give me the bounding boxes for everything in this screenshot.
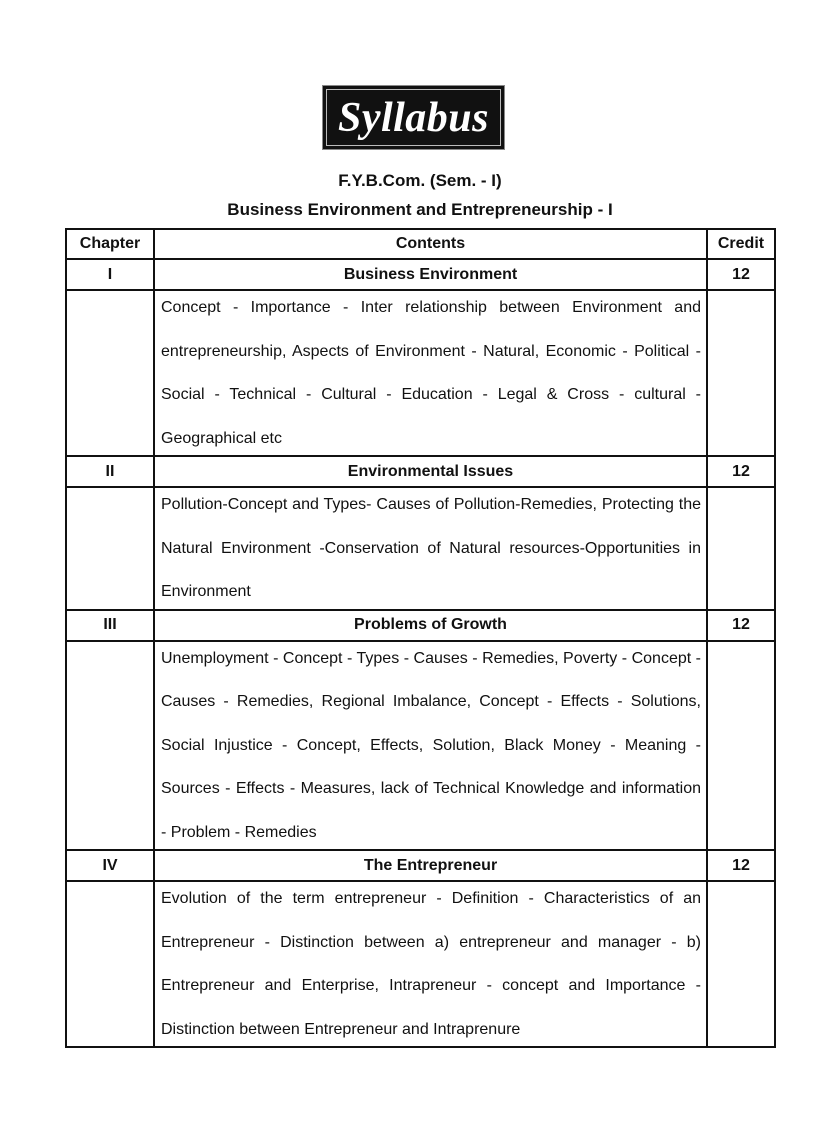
course-heading: F.Y.B.Com. (Sem. - I) <box>338 171 502 190</box>
chapter-number: IV <box>66 850 154 881</box>
subject-heading: Business Environment and Entrepreneurship - I <box>227 200 613 219</box>
table-header <box>66 229 775 259</box>
chapter-credit: 12 <box>707 850 775 881</box>
chapter-number: I <box>66 259 154 290</box>
chapter-credit: 12 <box>707 610 775 641</box>
column-header-credit: Credit <box>707 229 775 259</box>
chapter-number: II <box>66 456 154 487</box>
chapter-content-row <box>66 881 775 1047</box>
chapter-title: Business Environment <box>154 259 707 290</box>
chapter-number: III <box>66 610 154 641</box>
column-header-chapter: Chapter <box>66 229 154 259</box>
chapter-credit: 12 <box>707 259 775 290</box>
chapter-content: Concept - Importance - Inter relationship between Environment and entrepreneurship, Aspects of Environment - Natural, Economic - Political - Social - Technical - Cultural - Education - Legal & Cross - cultural - Geographical etc <box>161 299 701 447</box>
chapter-content-row <box>66 487 775 610</box>
column-header-contents: Contents <box>154 229 707 259</box>
chapter-content: Pollution-Concept and Types- Causes of Pollution-Remedies, Protecting the Natural Environment -Conservation of Natural resources-Opportunities in Environment <box>161 496 701 600</box>
syllabus-logo <box>322 85 505 150</box>
chapter-content-row <box>66 641 775 851</box>
logo-text: Syllabus <box>337 94 490 141</box>
chapter-title: Problems of Growth <box>154 610 707 641</box>
chapter-title: The Entrepreneur <box>154 850 707 881</box>
syllabus-table <box>65 228 776 1048</box>
chapter-content: Unemployment - Concept - Types - Causes - Remedies, Poverty - Concept - Causes - Remedies, Regional Imbalance, Concept - Effects - Solutions, Social Injustice - Concept, Effects, Solution, Black Money - Meaning - Sources - Effects - Measures, lack of Technical Knowledge and information - Problem - Remedies <box>161 649 701 841</box>
chapter-credit: 12 <box>707 456 775 487</box>
chapter-content-row <box>66 290 775 456</box>
chapter-title: Environmental Issues <box>154 456 707 487</box>
chapter-content: Evolution of the term entrepreneur - Definition - Characteristics of an Entrepreneur - Distinction between a) entrepreneur and manager - b) Entrepreneur and Enterprise, Intrapreneur - concept and Importance - Distinction between Entrepreneur and Intraprenure <box>161 890 701 1038</box>
